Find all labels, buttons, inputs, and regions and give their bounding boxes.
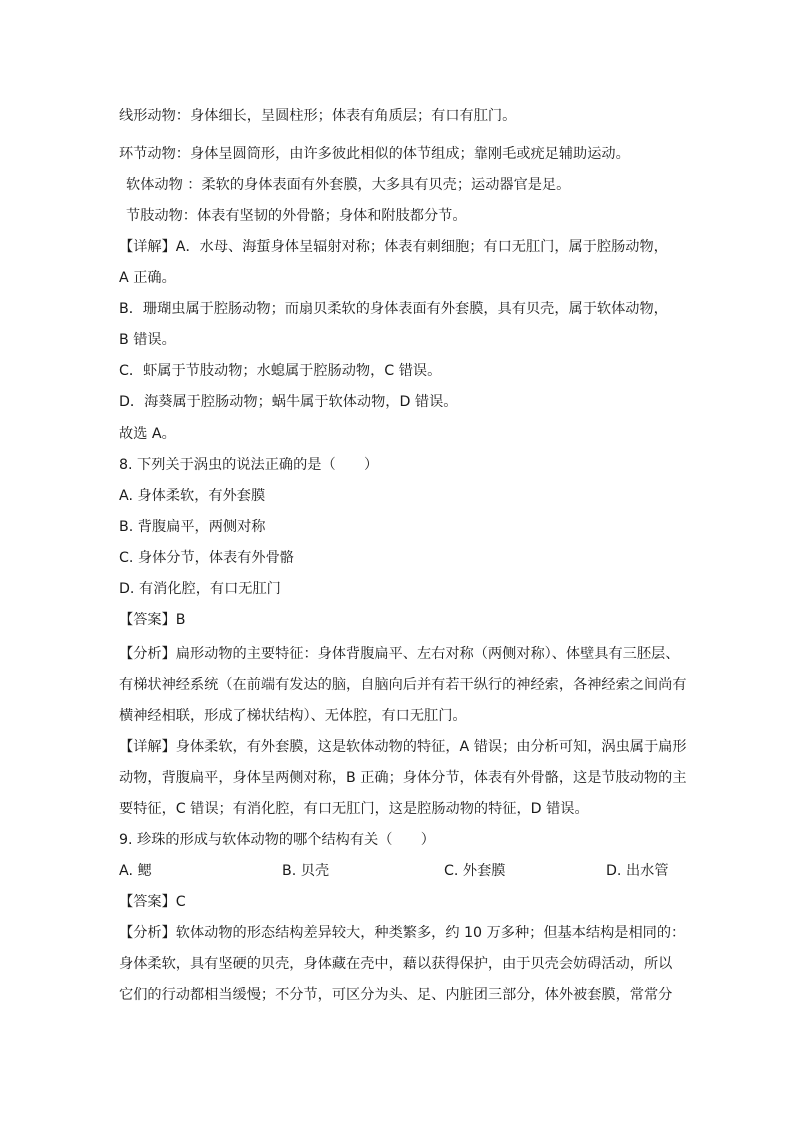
- q9-option-b: B. 贝壳: [282, 863, 330, 879]
- text-line-arthropod: 节肢动物：体表有坚韧的外骨骼；身体和附肢都分节。: [126, 208, 467, 224]
- q9-stem: 9. 珍珠的形成与软体动物的哪个结构有关（ ）: [119, 832, 435, 848]
- q9-option-c: C. 外套膜: [444, 863, 506, 879]
- q7-detail-d: D．海葵属于腔肠动物；蜗牛属于软体动物，D 错误。: [119, 394, 458, 410]
- q7-detail-b-cont: B 错误。: [119, 332, 176, 348]
- q9-option-a: A. 鳃: [119, 863, 152, 879]
- text-line-annelid: 环节动物：身体呈圆筒形，由许多彼此相似的体节组成；靠刚毛或疣足辅助运动。: [119, 146, 630, 162]
- q9-option-d: D. 出水管: [606, 863, 669, 879]
- q8-analysis-2: 有梯状神经系统（在前端有发达的脑，自脑向后并有若干纵行的神经索，各神经索之间尚有: [119, 677, 687, 693]
- q8-detail-2: 动物，背腹扁平，身体呈两侧对称，B 正确；身体分节，体表有外骨骼，这是节肢动物的主: [119, 770, 687, 786]
- text-line-mollusc: 软体动物 ：柔软的身体表面有外套膜，大多具有贝壳；运动器官是足。: [126, 177, 571, 193]
- q7-conclusion: 故选 A。: [119, 426, 176, 442]
- q8-answer: 【答案】B: [119, 612, 186, 628]
- q8-option-c: C. 身体分节，体表有外骨骼: [119, 550, 294, 566]
- q7-detail-c: C．虾属于节肢动物；水螅属于腔肠动物，C 错误。: [119, 363, 442, 379]
- q9-answer: 【答案】C: [119, 894, 186, 910]
- q7-detail-a: 【详解】A．水母、海蜇身体呈辐射对称；体表有刺细胞；有口无肛门，属于腔肠动物，: [119, 239, 668, 255]
- q8-option-a: A. 身体柔软，有外套膜: [119, 488, 266, 504]
- q8-analysis-3: 横神经相联，形成了梯状结构）、无体腔，有口无肛门。: [119, 708, 467, 724]
- q8-stem: 8. 下列关于涡虫的说法正确的是（ ）: [119, 457, 379, 473]
- q8-analysis-1: 【分析】扁形动物的主要特征：身体背腹扁平、左右对称（两侧对称）、体壁具有三胚层、: [119, 646, 680, 662]
- q9-analysis-2: 身体柔软，具有坚硬的贝壳，身体藏在壳中，藉以获得保护，由于贝壳会妨碍活动，所以: [119, 956, 673, 972]
- q8-option-d: D. 有消化腔，有口无肛门: [119, 581, 281, 597]
- q8-option-b: B. 背腹扁平，两侧对称: [119, 519, 266, 535]
- q7-detail-b: B．珊瑚虫属于腔肠动物；而扇贝柔软的身体表面有外套膜，具有贝壳，属于软体动物，: [119, 301, 668, 317]
- q8-detail-3: 要特征，C 错误；有消化腔，有口无肛门，这是腔肠动物的特征，D 错误。: [119, 801, 589, 817]
- q7-detail-a-cont: A 正确。: [119, 270, 176, 286]
- text-line-nematode: 线形动物：身体细长，呈圆柱形；体表有角质层；有口有肛门。: [119, 108, 517, 124]
- q9-analysis-3: 它们的行动都相当缓慢；不分节，可区分为头、足、内脏团三部分，体外被套膜，常常分: [119, 987, 673, 1003]
- q9-analysis-1: 【分析】软体动物的形态结构差异较大，种类繁多，约 10 万多种；但基本结构是相同的：: [119, 925, 686, 941]
- q9-options: [119, 861, 679, 881]
- q8-detail-1: 【详解】身体柔软，有外套膜，这是软体动物的特征，A 错误；由分析可知，涡虫属于扁形: [119, 739, 687, 755]
